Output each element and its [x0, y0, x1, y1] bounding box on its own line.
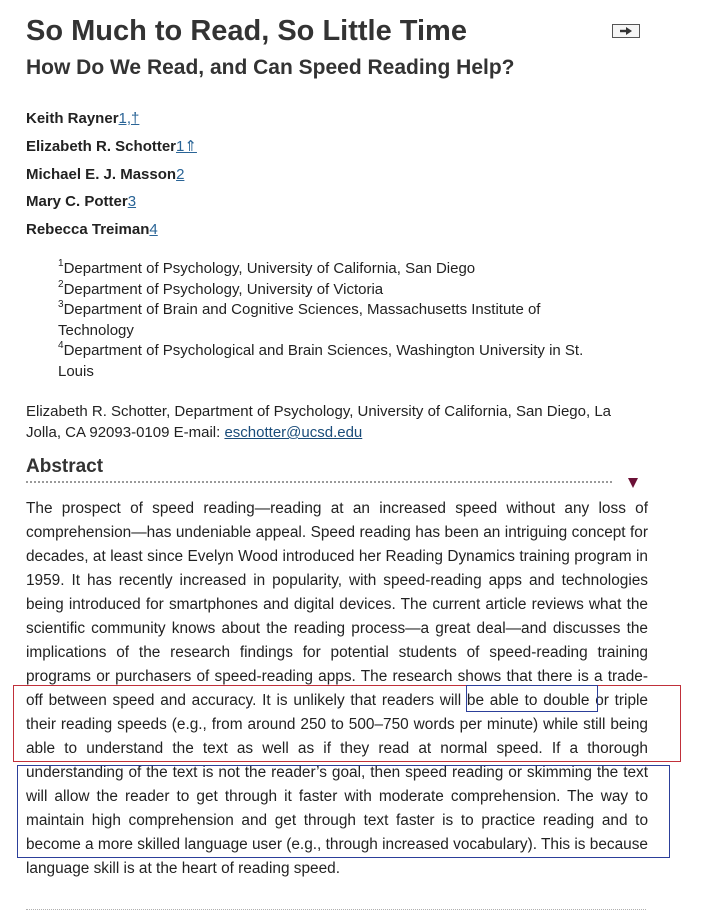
author-name: Mary C. Potter	[26, 193, 128, 211]
author-affiliation-link[interactable]: 1⇑	[176, 137, 197, 155]
author-name: Elizabeth R. Schotter	[26, 137, 177, 155]
abstract-text: The prospect of speed reading—reading at an increased speed without any loss of comprehension—has undeniable appeal. Speed reading has been an intriguing concept for decades, at least since Evelyn Wood introduced her Reading Dynamics training program in 1959. It has recently increased in popularity, with speed-reading apps and technologies being introduced for smartphones and digital devices. The current article reviews what the scientific community knows about the reading process—a great deal—and discusses the implications of the research findings for potential students of speed-reading training programs or purchasers of speed-reading apps. The research shows that there is a trade-off between speed and accuracy. It is unlikely that readers will be able to double or triple their reading speeds (e.g., from around 250 to 500–750 words per minute) while still being able to understand the text as well as if they read at normal speed. If a thorough understanding of the text is not the reader’s goal, then speed reading or skimming the text will allow the reader to get through it faster with moderate comprehension. The way to maintain high comprehension and get through text faster is to practice reading and to become a more skilled language user (e.g., through increased vocabulary). This is because language skill is at the heart of reading speed.	[26, 500, 648, 877]
author-list	[26, 108, 197, 247]
affiliation-number: 4	[58, 340, 64, 352]
affiliation-text: Department of Brain and Cognitive Sciences, Massachusetts Institute of Technology	[58, 301, 541, 339]
section-divider	[26, 909, 646, 910]
author-affiliation-link[interactable]: 2	[176, 165, 185, 183]
author-item	[26, 219, 197, 247]
author-name: Michael E. J. Masson	[26, 165, 177, 183]
page-title: So Much to Read, So Little Time	[26, 15, 467, 47]
email-link[interactable]: eschotter@ucsd.edu	[224, 424, 363, 441]
triangle-down-icon[interactable]	[628, 478, 638, 488]
author-item	[26, 108, 197, 136]
affiliation-text: Department of Psychology, University of California, San Diego	[63, 260, 476, 277]
affiliation-number: 1	[58, 258, 64, 269]
author-affiliation-link[interactable]: 4	[149, 221, 158, 239]
author-affiliation-link[interactable]: 1,†	[118, 110, 140, 127]
affiliation-list	[58, 259, 618, 383]
affiliation-text: Department of Psychology, University of Victoria	[63, 280, 384, 298]
section-divider	[26, 481, 612, 483]
affiliation-text: Department of Psychological and Brain Sciences, Washington University in St. Louis	[58, 342, 584, 380]
affiliation-item	[58, 259, 618, 280]
abstract-heading: Abstract	[26, 456, 104, 477]
affiliation-number: 3	[58, 299, 64, 311]
correspondence-text: Elizabeth R. Schotter, Department of Psychology, University of California, San Diego, La Jolla, CA 92093-0109 E-mail:	[26, 403, 612, 441]
author-name: Keith Rayner	[26, 110, 119, 127]
affiliation-item	[58, 280, 618, 301]
author-name: Rebecca Treiman	[26, 221, 150, 239]
correspondence	[26, 401, 646, 443]
arrow-right-icon	[618, 27, 634, 35]
author-item	[26, 191, 197, 219]
affiliation-number: 2	[58, 278, 64, 290]
page-subtitle: How Do We Read, and Can Speed Reading Help?	[26, 56, 515, 79]
affiliation-item	[58, 341, 618, 382]
author-affiliation-link[interactable]: 3	[127, 193, 137, 211]
author-item	[26, 164, 197, 192]
affiliation-item	[58, 300, 618, 341]
expand-button[interactable]	[612, 24, 640, 38]
author-item	[26, 136, 197, 164]
